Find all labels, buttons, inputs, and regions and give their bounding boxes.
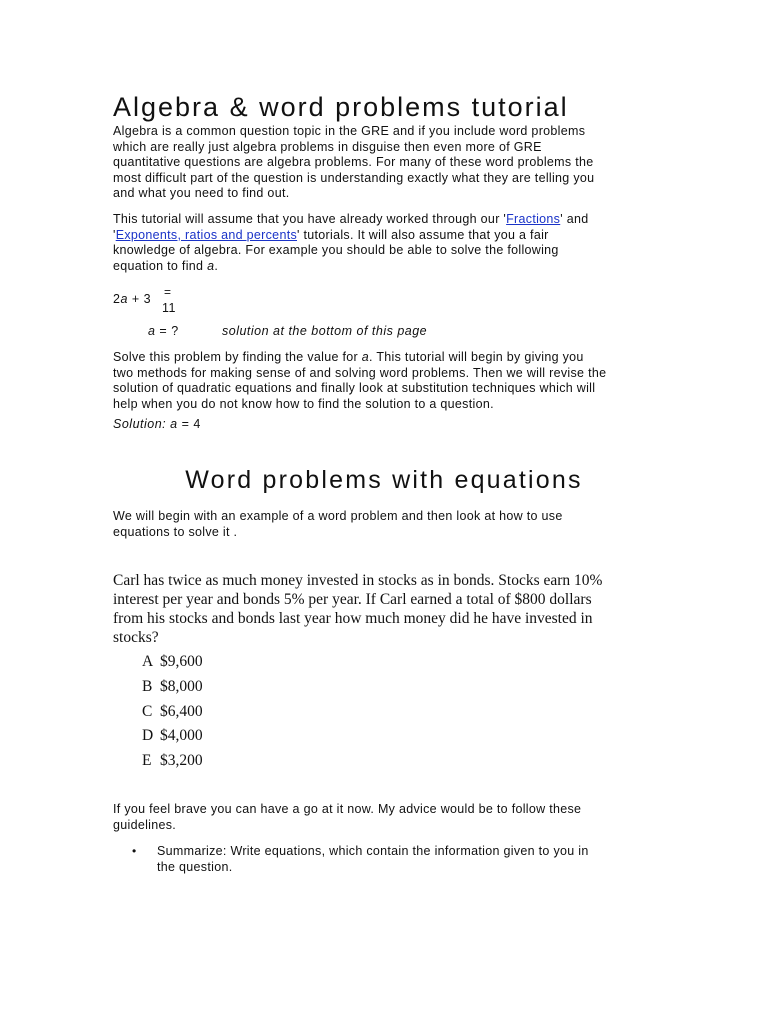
- option-letter: D: [142, 727, 154, 745]
- option-letter: C: [142, 702, 153, 720]
- option-letter: B: [142, 677, 153, 695]
- option-value: $6,400: [160, 702, 203, 720]
- equation-rhs: 11: [162, 301, 176, 315]
- answer-option: [142, 724, 203, 749]
- equation-equals: =: [164, 285, 172, 299]
- guideline-line: the question.: [157, 860, 233, 874]
- word-problem: [113, 571, 673, 647]
- solution-answer: [113, 417, 201, 431]
- assumption-line: [113, 259, 658, 275]
- advice-line: If you feel brave you can have a go at it now. My advice would be to follow these: [113, 802, 582, 816]
- answer-option: [142, 700, 203, 725]
- option-letter: A: [142, 653, 154, 670]
- solve-line: solution of quadratic equations and finally look at substitution techniques which will: [113, 381, 596, 395]
- solve-paragraph: [113, 350, 658, 412]
- equation-variable: a: [120, 292, 128, 306]
- fractions-link[interactable]: Fractions: [506, 212, 561, 226]
- option-value: $4,000: [160, 727, 203, 745]
- assumption-text: ' tutorials. It will also assume that you a fair: [297, 227, 549, 242]
- assumption-line: knowledge of algebra. For example you should be able to solve the following: [113, 243, 559, 257]
- answer-option: [142, 675, 203, 700]
- intro-example-paragraph: [113, 509, 658, 540]
- equation-unknown: = ?: [155, 324, 179, 338]
- solution-value: = 4: [177, 417, 201, 431]
- answer-options: [142, 650, 203, 774]
- solve-text: . This tutorial will begin by giving you: [369, 350, 584, 364]
- equation-coefficient: 2: [113, 292, 121, 306]
- intro-paragraph: [113, 124, 658, 202]
- advice-paragraph: [113, 802, 658, 833]
- equation-question: [148, 324, 179, 338]
- variable-a: a: [361, 350, 370, 364]
- assumption-text: This tutorial will assume that you have already worked through our ': [113, 212, 507, 226]
- option-value: $9,600: [160, 653, 203, 670]
- assumption-text: ': [113, 227, 116, 242]
- intro-line: most difficult part of the question is understanding exactly what they are telling you: [113, 170, 595, 185]
- solve-line: help when you do not know how to find the solution to a question.: [113, 396, 494, 411]
- intro-line: Algebra is a common question topic in the GRE and if you include word problems: [113, 124, 586, 138]
- equation-variable: a: [148, 324, 156, 338]
- word-problem-line: stocks?: [113, 629, 159, 646]
- intro-line: quantitative questions are algebra problems. For many of these word problems the: [113, 155, 594, 169]
- equation-constant: + 3: [127, 292, 152, 306]
- solve-line: two methods for making sense of and solving word problems. Then we will revise the: [113, 365, 607, 380]
- assumption-line: [113, 212, 658, 228]
- word-problem-line: interest per year and bonds 5% per year. If Carl earned a total of $800 dollars: [113, 591, 592, 608]
- assumption-text: ' and: [560, 212, 589, 226]
- guideline-text: [157, 843, 657, 875]
- assumption-line: [113, 228, 658, 244]
- solve-text: Solve this problem by finding the value for: [113, 350, 362, 364]
- solution-label: Solution:: [113, 417, 167, 431]
- option-value: $3,200: [160, 752, 203, 770]
- intro-line: and what you need to find out.: [113, 186, 290, 200]
- advice-line: guidelines.: [113, 817, 177, 832]
- intro-example-line: We will begin with an example of a word problem and then look at how to use: [113, 509, 563, 523]
- equation-lhs: [113, 292, 151, 306]
- assumption-text: .: [214, 258, 219, 273]
- word-problem-line: from his stocks and bonds last year how much money did he have invested in: [113, 610, 593, 627]
- intro-example-line: equations to solve it .: [113, 524, 238, 539]
- solution-note-text: solution at the bottom of this page: [222, 324, 428, 338]
- solution-variable: a: [170, 417, 178, 431]
- variable-a: a: [207, 258, 215, 273]
- option-letter: E: [142, 752, 152, 770]
- word-problem-line: Carl has twice as much money invested in stocks as in bonds. Stocks earn 10%: [113, 572, 603, 589]
- solution-note: [222, 324, 427, 338]
- bullet-icon: •: [132, 844, 137, 858]
- answer-option: [142, 749, 203, 774]
- guideline-line: Summarize: Write equations, which contain the information given to you in: [157, 844, 589, 858]
- page-title: Algebra & word problems tutorial: [113, 92, 569, 122]
- assumption-text: equation to find: [113, 258, 208, 273]
- option-value: $8,000: [160, 677, 203, 695]
- assumption-paragraph: [113, 212, 658, 274]
- solve-line: [113, 350, 658, 366]
- answer-option: [142, 650, 203, 675]
- section-title: Word problems with equations: [185, 466, 583, 494]
- exponents-ratios-percents-link[interactable]: Exponents, ratios and percents: [115, 227, 298, 242]
- intro-line: which are really just algebra problems in disguise then even more of GRE: [113, 139, 542, 154]
